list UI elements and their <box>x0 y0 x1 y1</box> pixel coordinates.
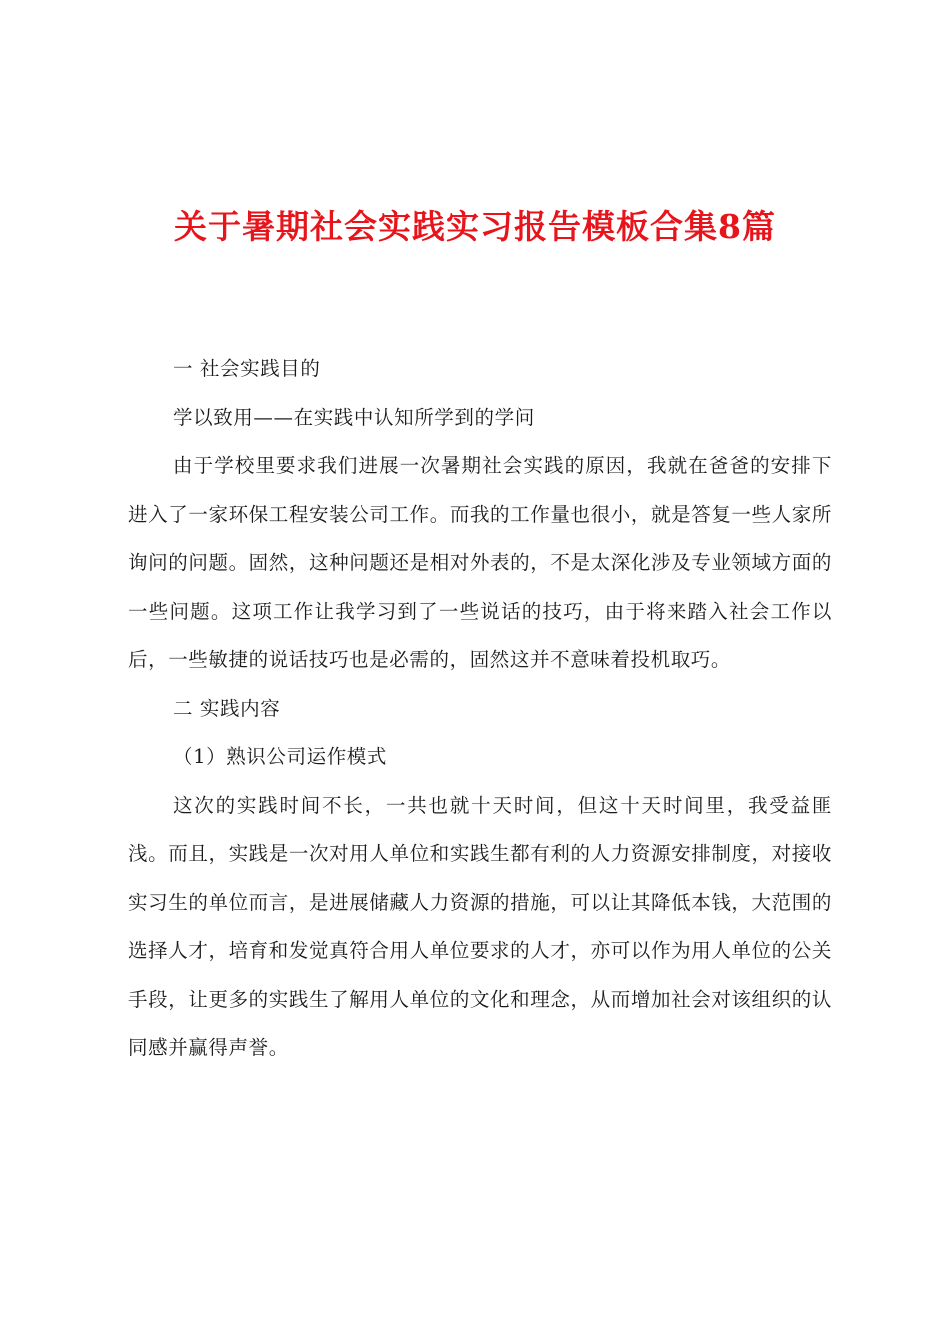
section-heading-purpose: 一 社会实践目的 <box>173 357 321 380</box>
document-title: 关于暑期社会实践实习报告模板合集8篇 <box>174 207 776 246</box>
document-body <box>128 345 832 1073</box>
section-subtitle: 学以致用——在实践中认知所学到的学问 <box>173 405 535 429</box>
subsection-heading-company-model: （1）熟识公司运作模式 <box>173 745 388 768</box>
paragraph-content: 这次的实践时间不长，一共也就十天时间，但这十天时间里，我受益匪浅。而且，实践是一次对用人单位和实践生都有利的人力资源安排制度，对接收实习生的单位而言，是进展储藏人力资源的措施，可以让其降低本钱，大范围的选择人才，培育和发觉真符合用人单位要求的人才，亦可以作为用人单位的公关手段，让更多的实践生了解用人单位的文化和理念，从而增加社会对该组织的认同感并赢得声誉。 <box>128 793 832 1059</box>
section-heading-content: 二 实践内容 <box>173 696 281 720</box>
paragraph-purpose: 由于学校里要求我们进展一次暑期社会实践的原因，我就在爸爸的安排下进入了一家环保工程安装公司工作。而我的工作量也很小，就是答复一些人家所询问的问题。固然，这种问题还是相对外表的，不是太深化涉及专业领域方面的一些问题。这项工作让我学习到了一些说话的技巧，由于将来踏入社会工作以后，一些敏捷的说话技巧也是必需的，固然这并不意味着投机取巧。 <box>128 454 832 671</box>
